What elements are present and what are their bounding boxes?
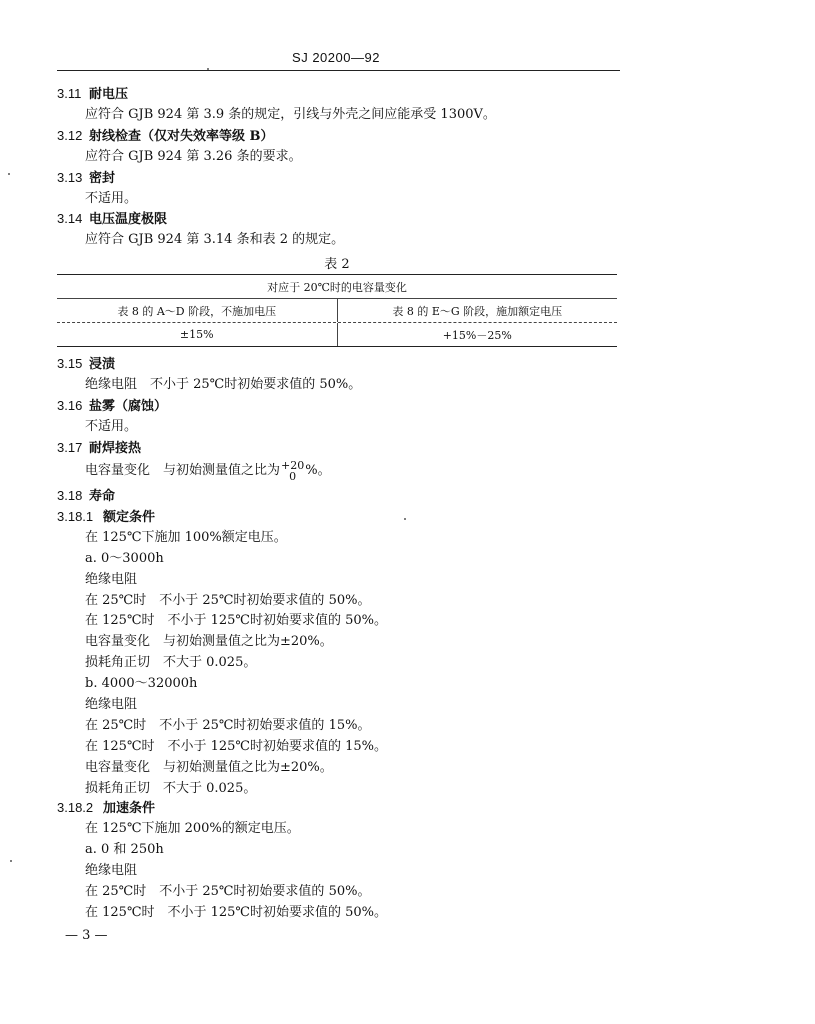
section-3-18-2-line: 在 25℃时 不小于 25℃时初始要求值的 50%。 <box>85 884 371 899</box>
section-3-15-heading: 3.15 浸渍 <box>57 356 116 372</box>
section-3-18-1-line: 在 125℃时 不小于 125℃时初始要求值的 50%。 <box>85 613 388 628</box>
section-3-18-1-heading: 3.18.1 额定条件 <box>57 509 156 525</box>
section-3-15-body: 绝缘电阻 不小于 25℃时初始要求值的 50%。 <box>85 377 362 392</box>
section-3-18-1-line: 绝缘电阻 <box>85 697 138 712</box>
section-3-17-heading: 3.17 耐焊接热 <box>57 440 142 456</box>
page-number: — 3 — <box>65 928 108 943</box>
section-3-18-2-line: a. 0 和 250h <box>85 842 164 857</box>
scan-speck <box>8 173 10 175</box>
section-3-18-1-line: 损耗角正切 不大于 0.025。 <box>85 655 257 670</box>
section-3-18-heading: 3.18 寿命 <box>57 488 116 504</box>
section-3-13-body: 不适用。 <box>85 191 138 206</box>
section-3-12-heading: 3.12 射线检查（仅对失效率等级 B） <box>57 128 274 144</box>
table-col1-header: 表 8 的 A～D 阶段，不施加电压 <box>57 299 338 322</box>
section-3-18-1-line: 在 125℃下施加 100%额定电压。 <box>85 530 287 545</box>
table-col1-value: ±15% <box>57 323 338 346</box>
section-3-18-1-line: 在 125℃时 不小于 125℃时初始要求值的 15%。 <box>85 739 388 754</box>
section-3-18-1-line: b. 4000～32000h <box>85 676 198 691</box>
scan-speck <box>404 518 406 520</box>
section-3-18-2-line: 在 125℃时 不小于 125℃时初始要求值的 50%。 <box>85 905 388 920</box>
table-header-row <box>57 275 617 299</box>
table-header: 对应于 20℃时的电容量变化 <box>267 280 407 294</box>
section-3-16-body: 不适用。 <box>85 419 138 434</box>
scan-speck <box>207 68 209 70</box>
section-3-18-1-line: 损耗角正切 不大于 0.025。 <box>85 781 257 796</box>
section-3-13-heading: 3.13 密封 <box>57 170 116 186</box>
section-3-12-body: 应符合 GJB 924 第 3.26 条的要求。 <box>85 149 302 164</box>
table-column-header-row <box>57 299 617 323</box>
section-3-14-body: 应符合 GJB 924 第 3.14 条和表 2 的规定。 <box>85 232 345 247</box>
scan-speck <box>10 860 12 862</box>
section-3-18-1-line: 在 25℃时 不小于 25℃时初始要求值的 15%。 <box>85 718 371 733</box>
table-value-row <box>57 323 617 346</box>
section-3-16-heading: 3.16 盐雾（腐蚀） <box>57 398 168 414</box>
header-rule <box>57 70 620 71</box>
table-caption: 表 2 <box>324 257 350 272</box>
section-3-18-1-line: 绝缘电阻 <box>85 572 138 587</box>
table-col2-header: 表 8 的 E～G 阶段，施加额定电压 <box>392 304 563 318</box>
section-3-18-2-line: 绝缘电阻 <box>85 863 138 878</box>
section-3-18-1-line: 电容量变化 与初始测量值之比为±20%。 <box>85 760 333 775</box>
section-3-17-body: 电容量变化 与初始测量值之比为 +20 0 %。 <box>85 458 331 483</box>
section-3-18-1-line: a. 0～3000h <box>85 551 164 566</box>
section-3-14-heading: 3.14 电压温度极限 <box>57 211 168 227</box>
standard-code: SJ 20200—92 <box>292 50 380 65</box>
section-3-18-2-line: 在 125℃下施加 200%的额定电压。 <box>85 821 300 836</box>
section-3-11-body: 应符合 GJB 924 第 3.9 条的规定，引线与外壳之间应能承受 1300V。 <box>85 107 496 122</box>
tolerance-stack: +20 0 <box>281 458 305 483</box>
section-3-18-1-line: 在 25℃时 不小于 25℃时初始要求值的 50%。 <box>85 593 371 608</box>
section-3-11-heading: 3.11 耐电压 <box>57 86 129 102</box>
table-2 <box>57 274 617 347</box>
section-3-18-1-line: 电容量变化 与初始测量值之比为±20%。 <box>85 634 333 649</box>
table-col2-value: +15%－25% <box>442 328 512 342</box>
section-3-18-2-heading: 3.18.2 加速条件 <box>57 800 156 816</box>
